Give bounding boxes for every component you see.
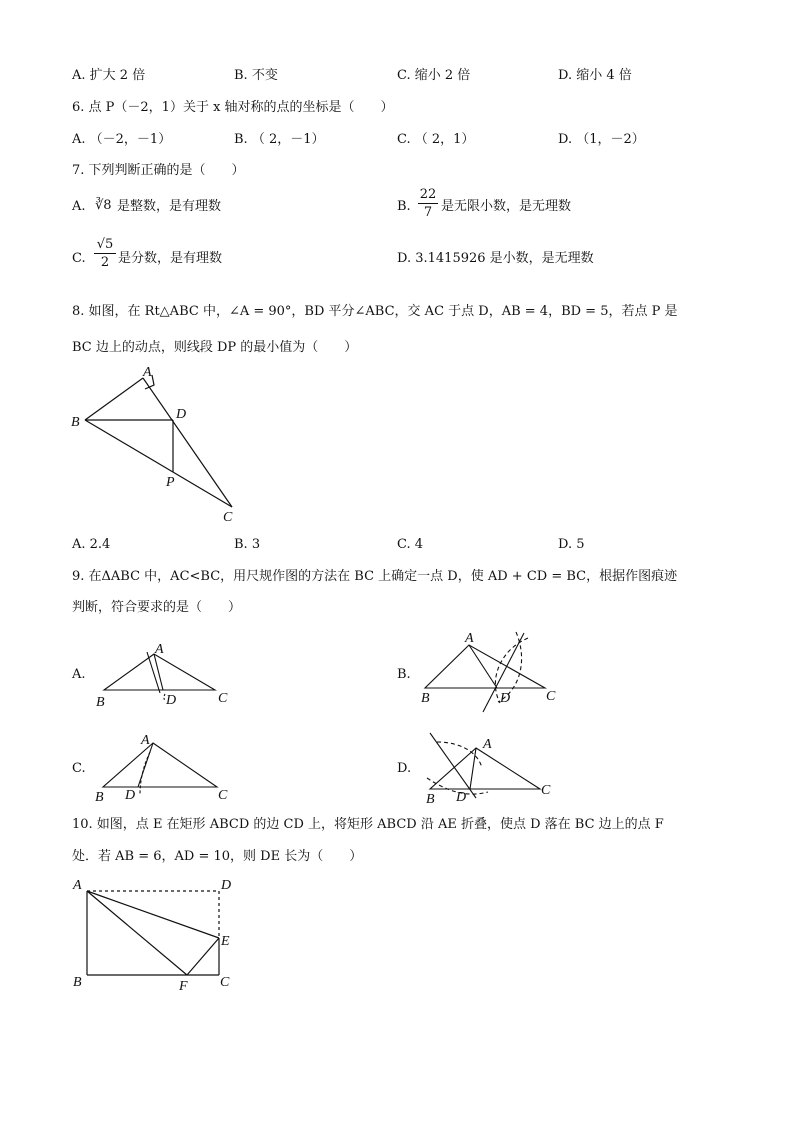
q10-label-a: A bbox=[73, 878, 82, 893]
q7-option-d: D. 3.1415926 是小数，是无理数 bbox=[397, 251, 594, 266]
q8-option-d: D. 5 bbox=[558, 537, 585, 552]
q10-label-f: F bbox=[179, 979, 188, 994]
q7-option-b-numerator: 22 bbox=[419, 187, 437, 202]
q10-stem-line2: 处．若 AB = 6，AD = 10，则 DE 长为（ ） bbox=[72, 849, 363, 864]
q9b-label-d: D bbox=[500, 691, 511, 706]
q5-option-d: D. 缩小 4 倍 bbox=[558, 68, 632, 83]
q6-option-d: D. （1，－2） bbox=[558, 132, 645, 147]
q10-segment-fe bbox=[187, 938, 219, 975]
q10-label-b: B bbox=[73, 975, 82, 990]
q7-option-b-label: B. bbox=[397, 199, 411, 214]
q6-option-b: B. （ 2，－1） bbox=[234, 132, 325, 147]
q9d-label-a: A bbox=[483, 737, 492, 752]
q7-option-a-radical: ∛8 bbox=[95, 198, 112, 213]
q7-stem: 7. 下列判断正确的是（ ） bbox=[72, 163, 245, 178]
q8-label-d: D bbox=[176, 407, 187, 422]
q9c-label-d: D bbox=[125, 788, 136, 803]
q5-option-b: B. 不变 bbox=[234, 68, 278, 83]
q9-stem-line2: 判断，符合要求的是（ ） bbox=[72, 600, 242, 615]
q9-stem-line1: 9. 在ΔABC 中，AC<BC，用尺规作图的方法在 BC 上确定一点 D，使 AD + CD = BC，根据作图痕迹 bbox=[72, 569, 678, 584]
q10-segment-af bbox=[87, 891, 187, 975]
q7-option-a-text: 是整数，是有理数 bbox=[117, 199, 222, 214]
q7-option-c-denominator: 2 bbox=[100, 255, 110, 270]
q5-option-c: C. 缩小 2 倍 bbox=[397, 68, 471, 83]
q7-option-a-label: A. bbox=[72, 199, 86, 214]
q8-option-b: B. 3 bbox=[234, 537, 261, 552]
q7-option-c-label: C. bbox=[72, 251, 86, 266]
q9-option-a-label: A. bbox=[72, 667, 86, 682]
q8-stem-line2: BC 边上的动点，则线段 DP 的最小值为（ ） bbox=[72, 340, 358, 355]
q9b-label-a: A bbox=[465, 631, 474, 646]
q10-stem-line1: 10. 如图，点 E 在矩形 ABCD 的边 CD 上，将矩形 ABCD 沿 AE 折叠，使点 D 落在 BC 边上的点 F bbox=[72, 817, 664, 832]
q8-option-a: A. 2.4 bbox=[72, 537, 111, 552]
q6-option-a: A. （－2，－1） bbox=[72, 132, 172, 147]
q9c-label-b: B bbox=[95, 790, 104, 805]
q7-option-b-denominator: 7 bbox=[423, 205, 433, 220]
q9d-label-d: D bbox=[456, 790, 467, 805]
q5-option-a: A. 扩大 2 倍 bbox=[72, 68, 146, 83]
q8-option-c: C. 4 bbox=[397, 537, 424, 552]
q9b-label-c: C bbox=[546, 689, 556, 704]
q9-option-b-label: B. bbox=[397, 667, 411, 682]
q6-stem: 6. 点 P（－2，1）关于 x 轴对称的点的坐标是（ ） bbox=[72, 100, 394, 115]
q9-option-c-label: C. bbox=[72, 761, 86, 776]
q10-label-e: E bbox=[221, 934, 230, 949]
q7-option-b-text: 是无限小数，是无理数 bbox=[441, 199, 572, 214]
q9a-label-d: D bbox=[166, 693, 177, 708]
q9b-label-b: B bbox=[421, 691, 430, 706]
q9a-label-a: A bbox=[155, 642, 164, 657]
q8-label-b: B bbox=[71, 415, 80, 430]
q10-label-d: D bbox=[221, 878, 232, 893]
q7-option-c-text: 是分数，是有理数 bbox=[118, 251, 223, 266]
q8-label-c: C bbox=[223, 510, 233, 525]
q8-label-a: A bbox=[143, 365, 152, 380]
q7-option-c-numerator: √5 bbox=[96, 237, 114, 252]
q9c-label-c: C bbox=[218, 788, 228, 803]
q10-label-c: C bbox=[220, 975, 230, 990]
q8-label-p: P bbox=[166, 475, 175, 490]
q9-option-d-label: D. bbox=[397, 761, 412, 776]
q9a-label-b: B bbox=[96, 695, 105, 710]
q8-stem-line1: 8. 如图，在 Rt△ABC 中，∠A = 90°，BD 平分∠ABC，交 AC 于点 D，AB = 4，BD = 5，若点 P 是 bbox=[72, 304, 678, 319]
q9d-label-c: C bbox=[541, 783, 551, 798]
q9a-label-c: C bbox=[218, 691, 228, 706]
q6-option-c: C. （ 2，1） bbox=[397, 132, 475, 147]
q9c-label-a: A bbox=[141, 733, 150, 748]
q9d-label-b: B bbox=[426, 792, 435, 807]
q10-segment-ae bbox=[87, 891, 219, 938]
